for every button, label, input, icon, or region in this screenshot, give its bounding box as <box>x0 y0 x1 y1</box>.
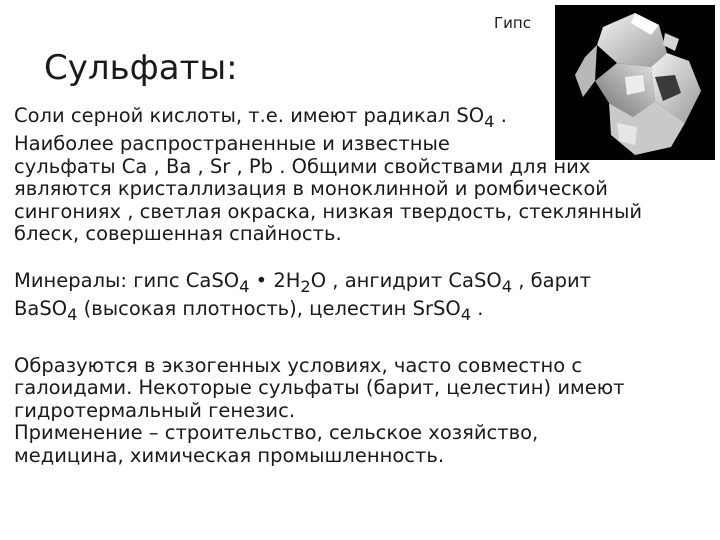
text-line: Наиболее распространенные и известные <box>14 132 450 156</box>
text-line: являются кристаллизация в моноклинной и ромбической <box>14 177 608 201</box>
minerals-line: Минералы: гипс CaSO$_4$ • $2H_2O$ , ангидрит CaSO$_4$ , барит <box>14 268 592 296</box>
text-line: Применение – строительство, сельское хозяйство, <box>14 421 539 445</box>
image-caption: Гипс <box>494 14 531 32</box>
slide-body <box>14 105 714 467</box>
text-line: Образуются в экзогенных условиях, часто совместно с <box>14 353 583 377</box>
slide-title: Сульфаты: <box>44 48 238 88</box>
text-line: блеск, совершенная спайность. <box>14 222 342 246</box>
text-line: медицина, химическая промышленность. <box>14 443 445 467</box>
text-line: сингониях , светлая окраска, низкая твердость, стеклянный <box>14 199 643 223</box>
minerals-line: BaSO$_4$ (высокая плотность), целестин SrSO$_4$ . <box>14 297 484 325</box>
text-line: галоидами. Некоторые сульфаты (барит, целестин) имеют <box>14 376 625 400</box>
text-line: Соли серной кислоты, т.е. имеют радикал $SO_4$ . <box>14 104 507 131</box>
text-line: гидротермальный генезис. <box>14 398 296 422</box>
text-line: сульфаты Ca , Ba , Sr , Pb . Общими свойствами для них <box>14 154 591 178</box>
